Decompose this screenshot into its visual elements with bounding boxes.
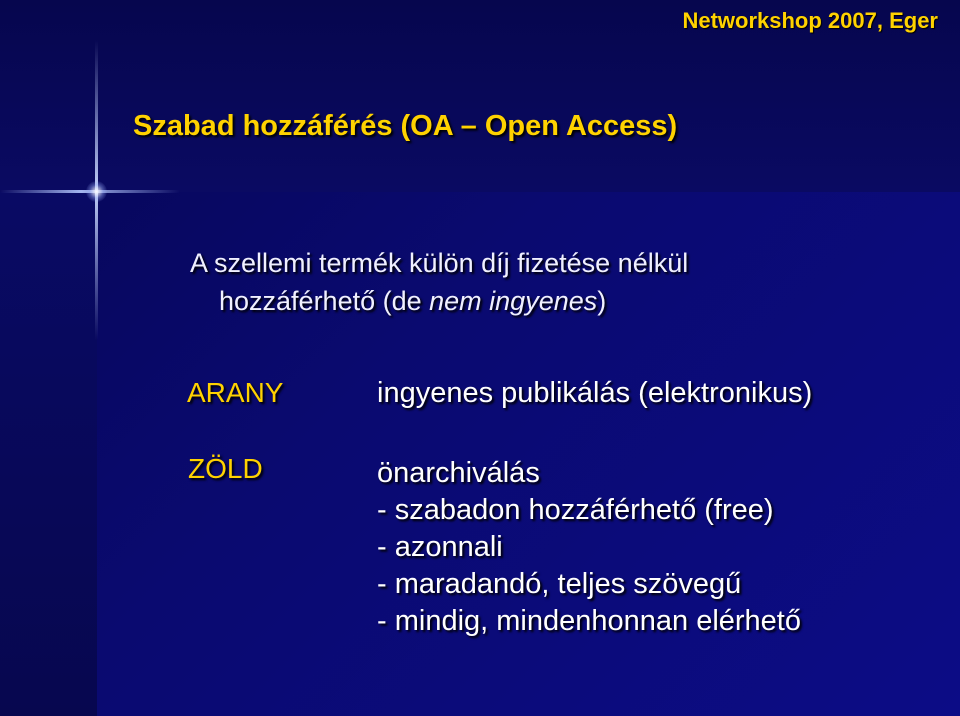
route-label-green: ZÖLD bbox=[188, 453, 263, 484]
intro-line-1: A szellemi termék külön díj fizetése nélkül bbox=[190, 248, 689, 278]
intro-line-2 bbox=[219, 286, 606, 317]
light-flare-icon bbox=[86, 181, 107, 202]
intro-line-2-suffix: ) bbox=[597, 286, 607, 316]
event-label: Networkshop 2007, Eger bbox=[682, 8, 938, 33]
route-label-gold: ARANY bbox=[187, 377, 284, 408]
route-desc-gold: ingyenes publikálás (elektronikus) bbox=[377, 377, 813, 409]
intro-line-2-prefix: hozzáférhető (de bbox=[219, 286, 430, 316]
route-green-line: - szabadon hozzáférhető (free) bbox=[377, 494, 774, 526]
slide-title: Szabad hozzáférés (OA – Open Access) bbox=[133, 110, 678, 142]
route-green-line: - maradandó, teljes szövegű bbox=[377, 568, 742, 600]
route-green-line: - azonnali bbox=[377, 531, 503, 563]
intro-line-2-italic: nem ingyenes bbox=[429, 286, 598, 316]
route-green-line: önarchiválás bbox=[377, 457, 540, 489]
left-band bbox=[0, 192, 97, 716]
route-desc-green bbox=[377, 455, 801, 640]
route-green-line: - mindig, mindenhonnan elérhető bbox=[377, 605, 801, 637]
